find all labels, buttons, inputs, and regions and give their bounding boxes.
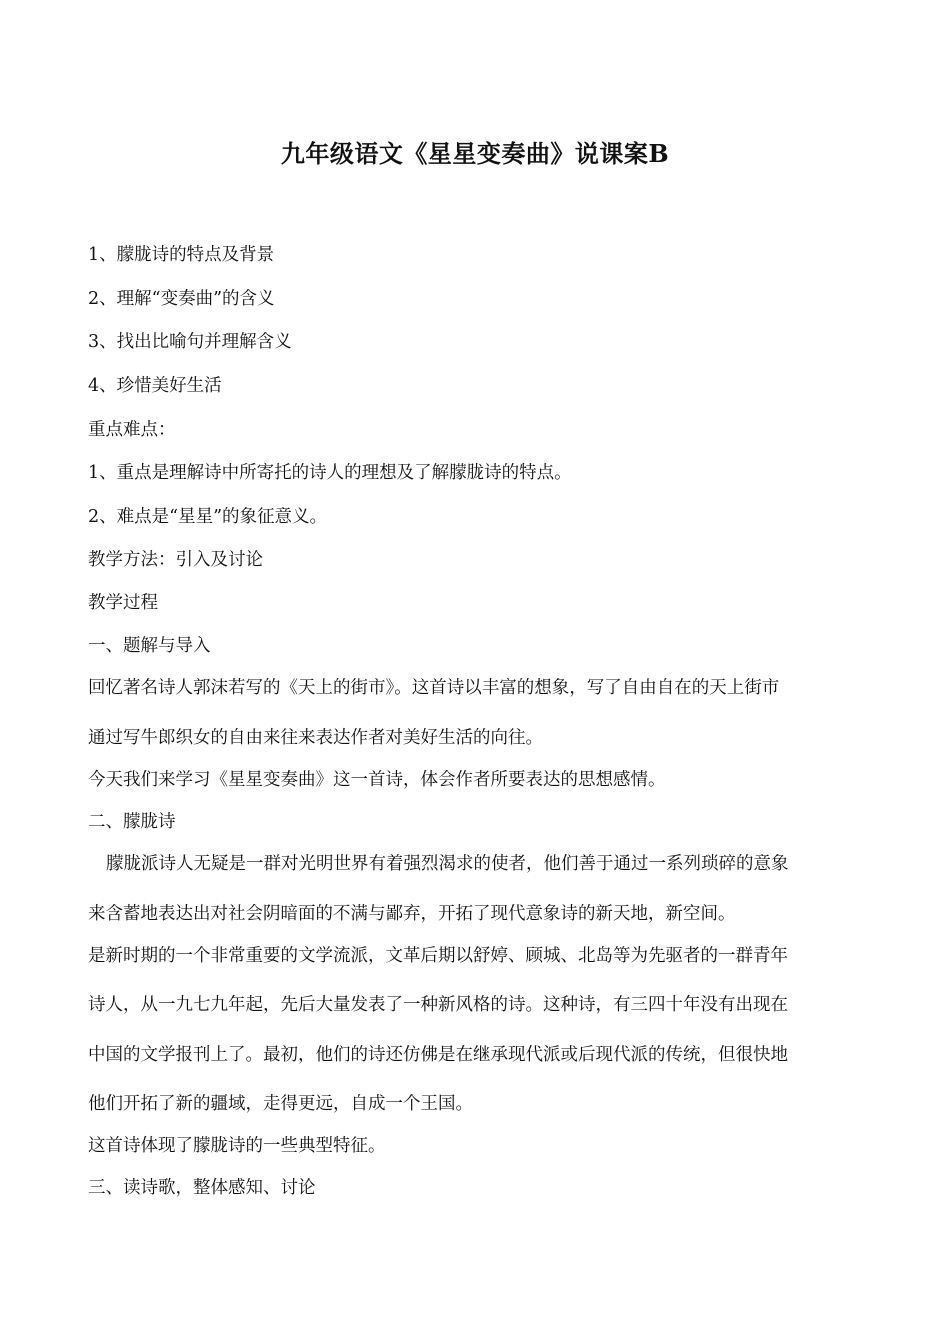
key-point-1: 1、重点是理解诗中所寄托的诗人的理想及了解朦胧诗的特点。 [88,463,572,483]
objective-1: 1、朦胧诗的特点及背景 [88,245,275,265]
objective-2: 2、理解“变奏曲”的含义 [88,289,275,309]
key-points-heading: 重点难点： [88,420,176,440]
teaching-process-heading: 教学过程 [88,593,158,613]
paragraph-line: 回忆著名诗人郭沫若写的《天上的街市》。这首诗以丰富的想象，写了自由自在的天上街市 [88,678,780,698]
paragraph-line: 中国的文学报刊上了。最初，他们的诗还仿佛是在继承现代派或后现代派的传统，但很快地 [88,1045,788,1065]
section-1-heading: 一、题解与导入 [88,636,211,656]
paragraph-line: 来含蓄地表达出对社会阴暗面的不满与鄙弃，开拓了现代意象诗的新天地，新空间。 [88,904,736,924]
objective-4: 4、珍惜美好生活 [88,376,222,396]
section-2-heading: 二、朦胧诗 [88,812,176,832]
objective-3: 3、找出比喻句并理解含义 [88,332,292,352]
paragraph-line: 是新时期的一个非常重要的文学流派，文革后期以舒婷、顾城、北岛等为先驱者的一群青年 [88,946,788,966]
key-point-2: 2、难点是“星星”的象征意义。 [88,507,328,527]
paragraph-line: 他们开拓了新的疆域，走得更远，自成一个王国。 [88,1094,473,1114]
paragraph-line: 朦胧派诗人无疑是一群对光明世界有着强烈渴求的使者，他们善于通过一系列琐碎的意象 [106,854,789,874]
paragraph-line: 这首诗体现了朦胧诗的一些典型特征。 [88,1136,386,1156]
paragraph-line: 今天我们来学习《星星变奏曲》这一首诗，体会作者所要表达的思想感情。 [88,770,666,790]
paragraph-line: 通过写牛郎织女的自由来往来表达作者对美好生活的向往。 [88,728,543,748]
teaching-method: 教学方法：引入及讨论 [88,550,263,570]
document-title: 九年级语文《星星变奏曲》说课案B [280,139,670,168]
section-3-heading: 三、读诗歌，整体感知、讨论 [88,1178,316,1198]
paragraph-line: 诗人，从一九七九年起，先后大量发表了一种新风格的诗。这种诗，有三四十年没有出现在 [88,995,788,1015]
